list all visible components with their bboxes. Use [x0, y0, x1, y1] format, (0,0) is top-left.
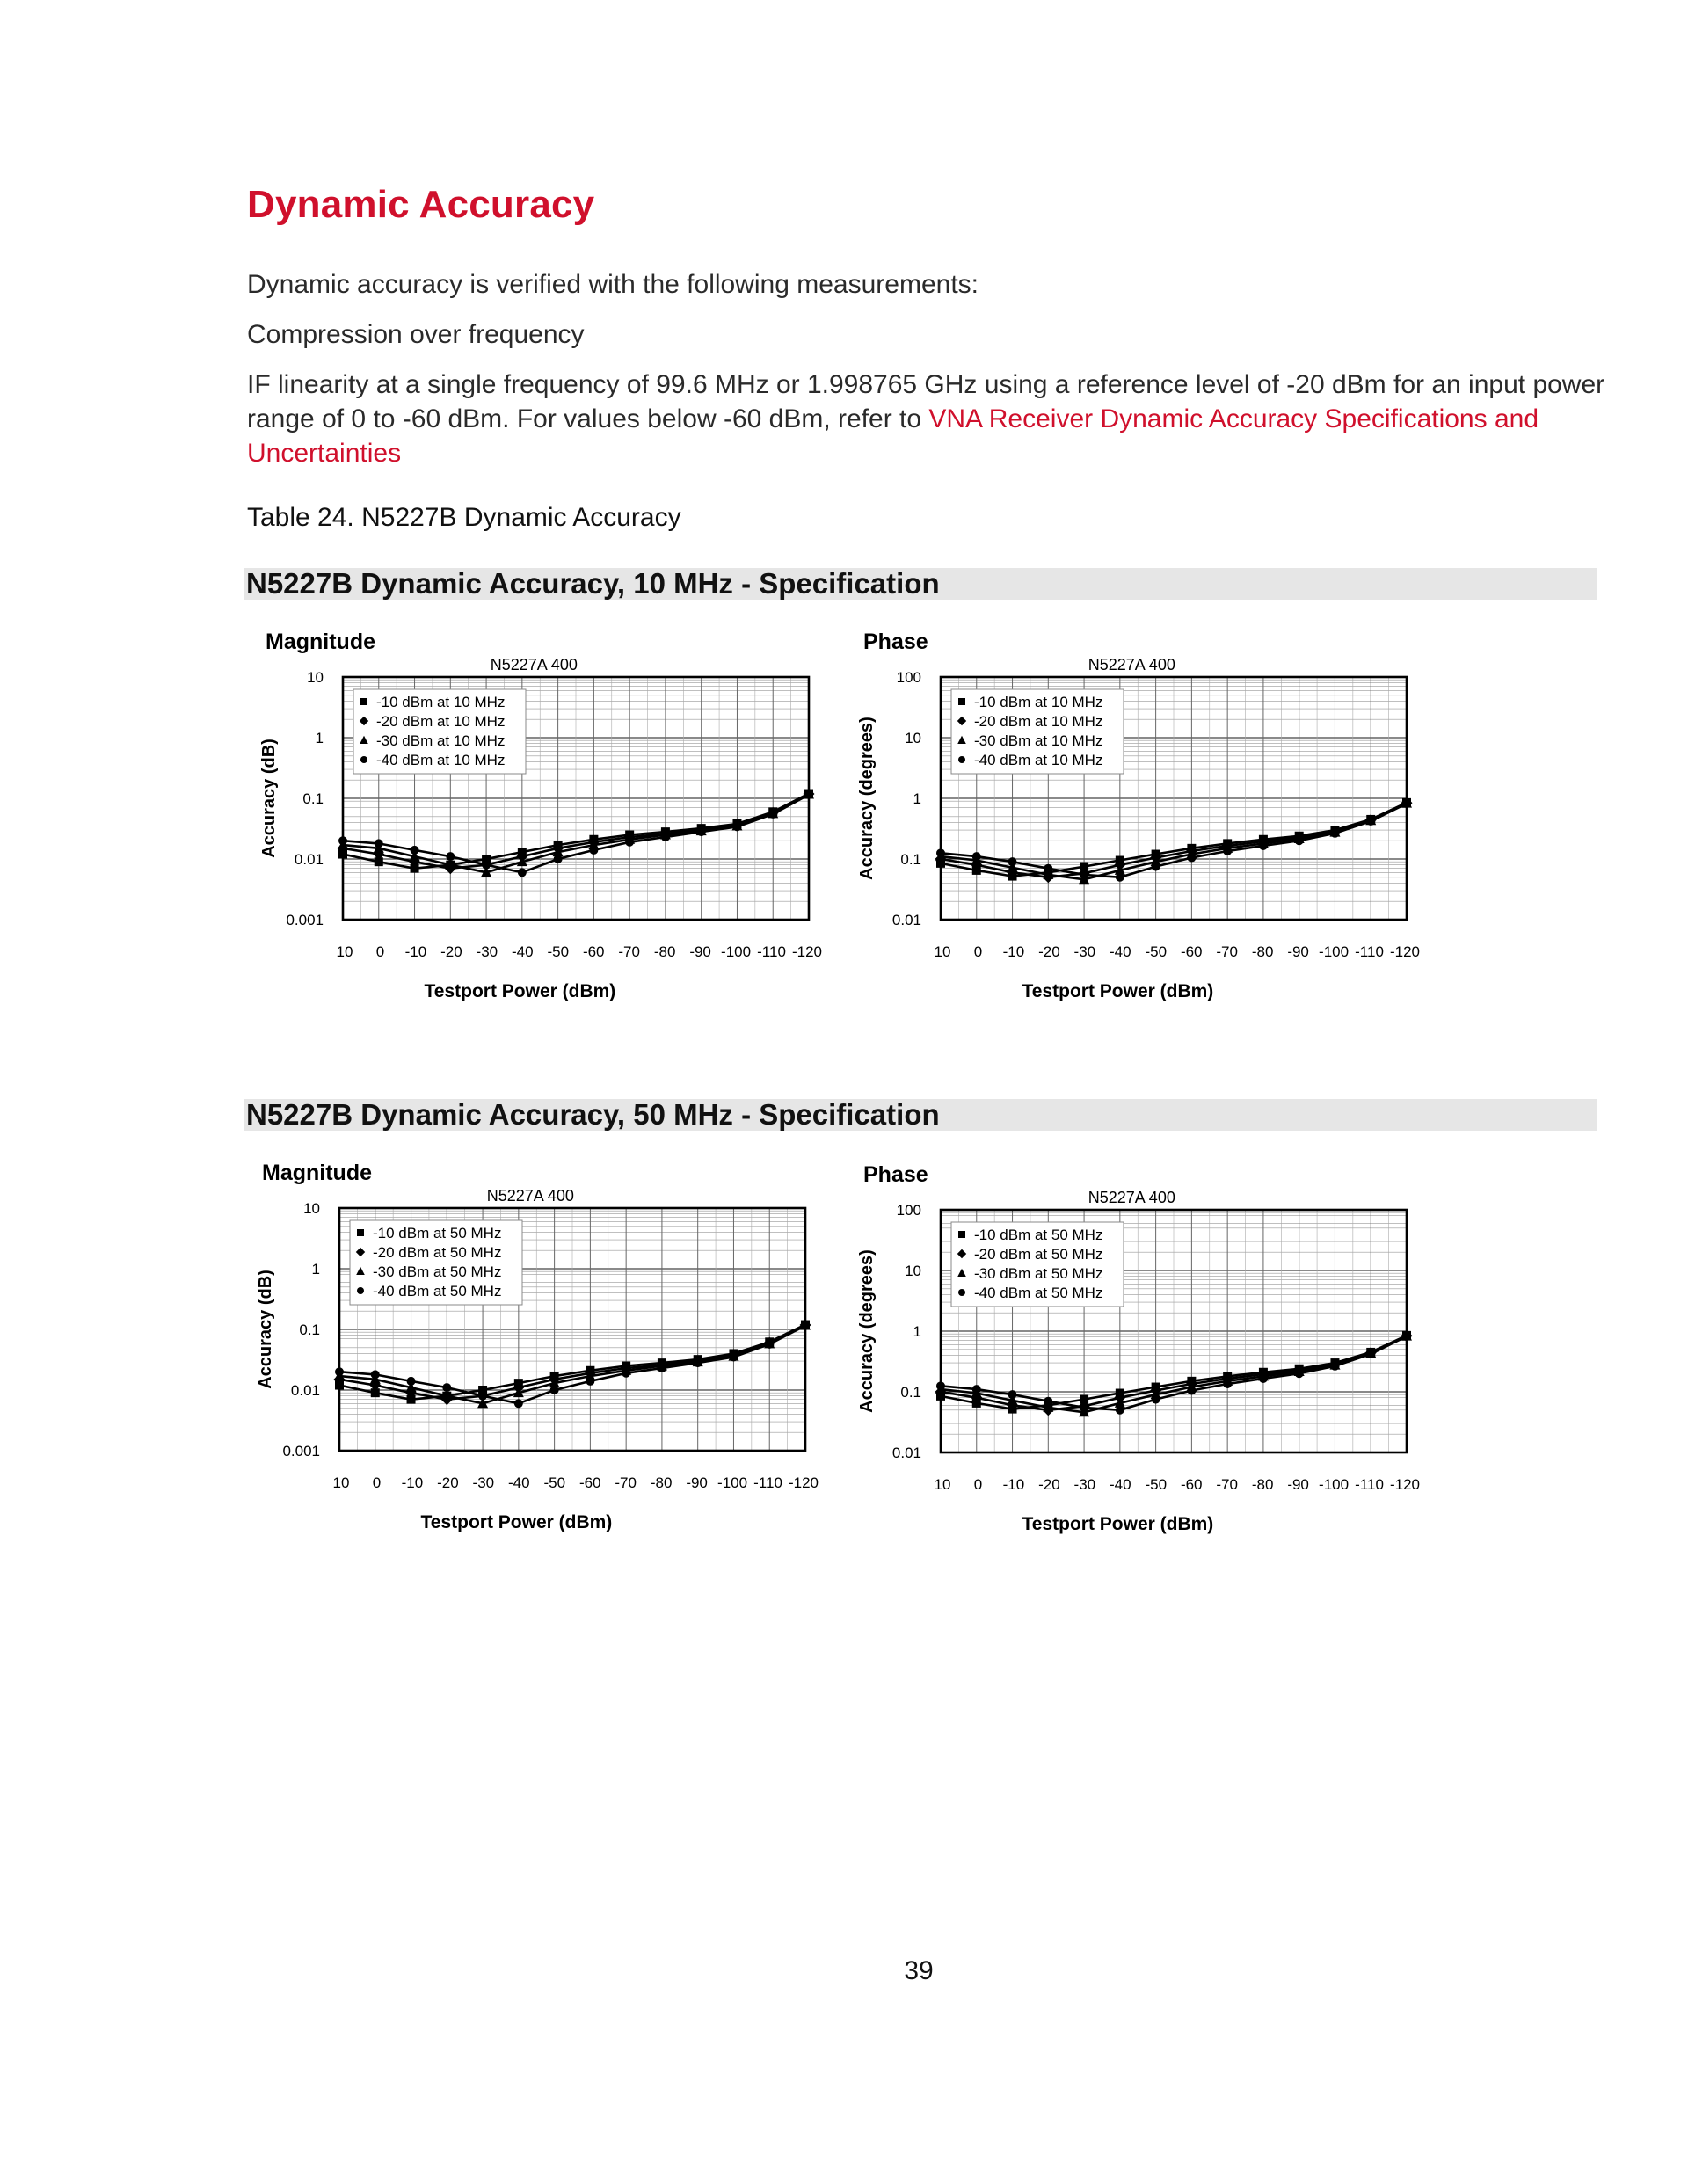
x-tick-label: -50 — [1145, 1476, 1168, 1493]
circle-marker — [371, 1370, 380, 1379]
x-tick-label: -20 — [1038, 1476, 1060, 1493]
x-tick-label: -60 — [578, 1474, 601, 1491]
x-tick-label: -60 — [1180, 1476, 1203, 1493]
x-tick-label: -10 — [1002, 1476, 1025, 1493]
x-tick-label: -90 — [686, 1474, 708, 1491]
legend-entry: -10 dBm at 10 MHz — [376, 694, 506, 710]
y-tick-label: 0.01 — [891, 912, 921, 928]
y-tick-label: 100 — [896, 1202, 921, 1219]
x-tick-label: -90 — [1287, 943, 1309, 960]
circle-marker — [1044, 1397, 1052, 1406]
circle-marker — [972, 852, 981, 861]
phase-chart-10mhz — [853, 626, 1433, 1013]
circle-marker — [936, 1381, 945, 1390]
x-tick-label: -70 — [615, 1474, 637, 1491]
x-tick-label: -110 — [1355, 1476, 1384, 1493]
circle-marker — [442, 1383, 451, 1392]
x-tick-label: -70 — [618, 943, 640, 960]
measurement-if-linearity — [247, 368, 1619, 470]
circle-marker — [1152, 1395, 1160, 1404]
square-marker — [360, 698, 367, 705]
y-tick-label: 1 — [913, 1323, 921, 1340]
magnitude-chart-10mhz — [255, 626, 835, 1013]
circle-marker — [1223, 1380, 1232, 1388]
x-tick-label: 0 — [375, 943, 385, 960]
circle-marker — [478, 1392, 487, 1401]
legend-entry: -30 dBm at 50 MHz — [373, 1263, 502, 1280]
y-tick-label: 0.1 — [900, 851, 921, 868]
circle-marker — [801, 1321, 810, 1330]
circle-marker — [732, 822, 741, 831]
y-tick-label: 0.1 — [900, 1384, 921, 1401]
chart-title: N5227A 400 — [1088, 656, 1175, 673]
x-tick-label: -60 — [1180, 943, 1203, 960]
circle-marker — [936, 848, 945, 857]
legend-entry: -30 dBm at 10 MHz — [974, 732, 1103, 749]
y-tick-label: 0.01 — [891, 1445, 921, 1461]
y-tick-label: 0.01 — [290, 1382, 320, 1399]
y-tick-label: 0.001 — [282, 1443, 320, 1460]
circle-marker — [1330, 1362, 1339, 1371]
x-tick-label: -10 — [401, 1474, 424, 1491]
section-heading: N5227B Dynamic Accuracy, 10 MHz - Specification — [246, 567, 940, 600]
y-axis-label: Accuracy (degrees) — [857, 717, 877, 880]
x-tick-label: -90 — [1287, 1476, 1309, 1493]
phase-chart-50mhz — [853, 1159, 1433, 1546]
circle-marker — [554, 855, 563, 863]
circle-marker — [407, 1377, 416, 1386]
circle-marker — [1259, 841, 1268, 850]
circle-marker — [1008, 1390, 1017, 1399]
circle-marker — [622, 1369, 630, 1378]
y-axis-label: Accuracy (degrees) — [857, 1249, 877, 1413]
x-tick-label: -110 — [1355, 943, 1384, 960]
circle-marker — [1223, 847, 1232, 855]
x-axis-label: Testport Power (dBm) — [1022, 1514, 1214, 1534]
x-tick-label: -30 — [472, 1474, 495, 1491]
table-caption: Table 24. N5227B Dynamic Accuracy — [247, 503, 681, 532]
legend-entry: -40 dBm at 10 MHz — [376, 752, 506, 768]
legend-entry: -40 dBm at 10 MHz — [974, 752, 1103, 768]
section-header-50mhz — [244, 1099, 1597, 1131]
x-tick-label: -120 — [791, 943, 823, 960]
panel-label: Phase — [863, 1162, 928, 1187]
x-tick-label: -120 — [788, 1474, 819, 1491]
legend-entry: -10 dBm at 50 MHz — [373, 1225, 502, 1241]
legend — [951, 689, 1124, 774]
x-tick-label: -120 — [1389, 943, 1421, 960]
y-tick-label: 0.1 — [299, 1321, 320, 1338]
y-tick-label: 1 — [311, 1261, 320, 1278]
circle-marker — [1187, 1387, 1196, 1395]
x-tick-label: -70 — [1216, 943, 1238, 960]
x-tick-label: -20 — [440, 943, 462, 960]
chart-title: N5227A 400 — [490, 656, 578, 673]
legend — [353, 689, 526, 774]
page-number: 39 — [904, 1956, 934, 1985]
circle-marker — [514, 1399, 523, 1408]
x-axis-label: Testport Power (dBm) — [420, 1512, 613, 1532]
x-tick-label: 0 — [973, 943, 983, 960]
square-marker — [357, 1229, 364, 1236]
circle-marker — [1080, 870, 1088, 879]
x-tick-label: -20 — [437, 1474, 459, 1491]
circle-marker — [1366, 1350, 1375, 1358]
y-tick-label: 1 — [913, 790, 921, 807]
x-tick-label: -80 — [1251, 943, 1274, 960]
circle-marker — [958, 756, 965, 763]
x-tick-label: -30 — [1073, 1476, 1096, 1493]
x-tick-label: -20 — [1038, 943, 1060, 960]
circle-marker — [1330, 829, 1339, 838]
x-tick-label: -70 — [1216, 1476, 1238, 1493]
circle-marker — [1259, 1374, 1268, 1383]
circle-marker — [765, 1340, 774, 1349]
circle-marker — [375, 839, 383, 848]
x-tick-label: -100 — [721, 943, 752, 960]
x-tick-label: -100 — [717, 1474, 748, 1491]
measurement-compression: Compression over frequency — [247, 320, 585, 349]
x-tick-label: -30 — [1073, 943, 1096, 960]
legend — [951, 1222, 1124, 1307]
circle-marker — [1008, 857, 1017, 866]
x-tick-label: -80 — [653, 943, 676, 960]
circle-marker — [1402, 1332, 1411, 1341]
circle-marker — [1187, 854, 1196, 863]
legend-entry: -10 dBm at 10 MHz — [974, 694, 1103, 710]
x-tick-label: 10 — [336, 943, 353, 960]
y-tick-label: 10 — [905, 1263, 921, 1279]
legend — [350, 1220, 522, 1305]
circle-marker — [1116, 1406, 1124, 1415]
square-marker — [958, 698, 965, 705]
panel-label: Magnitude — [266, 630, 375, 654]
chart-title: N5227A 400 — [1088, 1189, 1175, 1206]
legend-entry: -30 dBm at 10 MHz — [376, 732, 506, 749]
panel-label: Magnitude — [262, 1161, 372, 1185]
x-tick-label: 0 — [372, 1474, 382, 1491]
y-tick-label: 10 — [307, 669, 324, 686]
x-tick-label: 10 — [332, 1474, 350, 1491]
square-marker — [958, 1231, 965, 1238]
intro-text: Dynamic accuracy is verified with the following measurements: — [247, 270, 979, 299]
legend-entry: -20 dBm at 10 MHz — [376, 713, 506, 730]
y-axis-label: Accuracy (dB) — [256, 1270, 275, 1389]
circle-marker — [804, 790, 813, 799]
circle-marker — [446, 852, 455, 861]
circle-marker — [1295, 1369, 1304, 1378]
circle-marker — [958, 1289, 965, 1296]
y-tick-label: 10 — [303, 1200, 320, 1217]
legend-entry: -40 dBm at 50 MHz — [373, 1283, 502, 1299]
x-tick-label: -120 — [1389, 1476, 1421, 1493]
y-tick-label: 0.001 — [286, 912, 324, 928]
circle-marker — [1366, 817, 1375, 826]
y-tick-label: 1 — [315, 730, 324, 746]
circle-marker — [357, 1287, 364, 1294]
x-tick-label: 0 — [973, 1476, 983, 1493]
x-tick-label: -40 — [512, 943, 534, 960]
legend-entry: -40 dBm at 50 MHz — [974, 1285, 1103, 1301]
if-linearity-text: IF linearity at a single frequency of 99.6 MHz or 1.998765 GHz using a reference level of -20 dBm for an input power range of 0 to -60 dBm. For values below -60 dBm, refer to — [247, 370, 1605, 433]
circle-marker — [335, 1367, 344, 1376]
circle-marker — [586, 1377, 594, 1386]
x-tick-label: 10 — [934, 1476, 951, 1493]
y-tick-label: 10 — [905, 730, 921, 746]
section-heading: N5227B Dynamic Accuracy, 50 MHz - Specification — [246, 1098, 940, 1131]
x-tick-label: -30 — [476, 943, 498, 960]
x-tick-label: -50 — [543, 1474, 566, 1491]
x-tick-label: -100 — [1319, 1476, 1350, 1493]
circle-marker — [518, 868, 527, 877]
x-tick-label: -50 — [1145, 943, 1168, 960]
x-tick-label: -10 — [404, 943, 427, 960]
circle-marker — [625, 838, 634, 847]
circle-marker — [694, 1358, 702, 1367]
circle-marker — [768, 810, 777, 819]
x-tick-label: -10 — [1002, 943, 1025, 960]
x-tick-label: -40 — [1110, 943, 1131, 960]
x-tick-label: -80 — [650, 1474, 673, 1491]
x-tick-label: -90 — [689, 943, 711, 960]
x-tick-label: -100 — [1319, 943, 1350, 960]
x-tick-label: -40 — [508, 1474, 530, 1491]
legend-entry: -30 dBm at 50 MHz — [974, 1265, 1103, 1282]
y-tick-label: 0.1 — [302, 790, 324, 807]
circle-marker — [729, 1352, 738, 1361]
legend-entry: -20 dBm at 10 MHz — [974, 713, 1103, 730]
circle-marker — [697, 827, 706, 836]
circle-marker — [1044, 864, 1052, 873]
circle-marker — [338, 836, 347, 845]
circle-marker — [482, 861, 491, 870]
y-tick-label: 0.01 — [294, 851, 324, 868]
circle-marker — [661, 833, 670, 841]
panel-label: Phase — [863, 630, 928, 654]
x-tick-label: -40 — [1110, 1476, 1131, 1493]
x-axis-label: Testport Power (dBm) — [424, 981, 616, 1001]
x-axis-label: Testport Power (dBm) — [1022, 981, 1214, 1001]
circle-marker — [658, 1364, 666, 1372]
legend-entry: -20 dBm at 50 MHz — [974, 1246, 1103, 1263]
legend-entry: -10 dBm at 50 MHz — [974, 1227, 1103, 1243]
circle-marker — [1295, 836, 1304, 845]
x-tick-label: 10 — [934, 943, 951, 960]
x-tick-label: -110 — [753, 1474, 782, 1491]
circle-marker — [1116, 873, 1124, 882]
x-tick-label: -80 — [1251, 1476, 1274, 1493]
magnitude-chart-50mhz — [251, 1157, 832, 1544]
circle-marker — [1402, 799, 1411, 808]
y-tick-label: 100 — [896, 669, 921, 686]
y-axis-label: Accuracy (dB) — [259, 739, 279, 858]
section-header-10mhz — [244, 568, 1597, 600]
circle-marker — [1152, 863, 1160, 871]
circle-marker — [411, 846, 419, 855]
page-title: Dynamic Accuracy — [247, 183, 595, 226]
legend-entry: -20 dBm at 50 MHz — [373, 1244, 502, 1261]
circle-marker — [360, 756, 367, 763]
circle-marker — [1080, 1403, 1088, 1412]
x-tick-label: -60 — [582, 943, 605, 960]
x-tick-label: -110 — [757, 943, 786, 960]
x-tick-label: -50 — [547, 943, 570, 960]
chart-title: N5227A 400 — [486, 1187, 574, 1205]
circle-marker — [589, 846, 598, 855]
circle-marker — [550, 1386, 559, 1394]
circle-marker — [972, 1385, 981, 1394]
dynamic-accuracy-link[interactable]: VNA Receiver Dynamic Accuracy Specifications and Uncertainties — [247, 404, 1539, 468]
